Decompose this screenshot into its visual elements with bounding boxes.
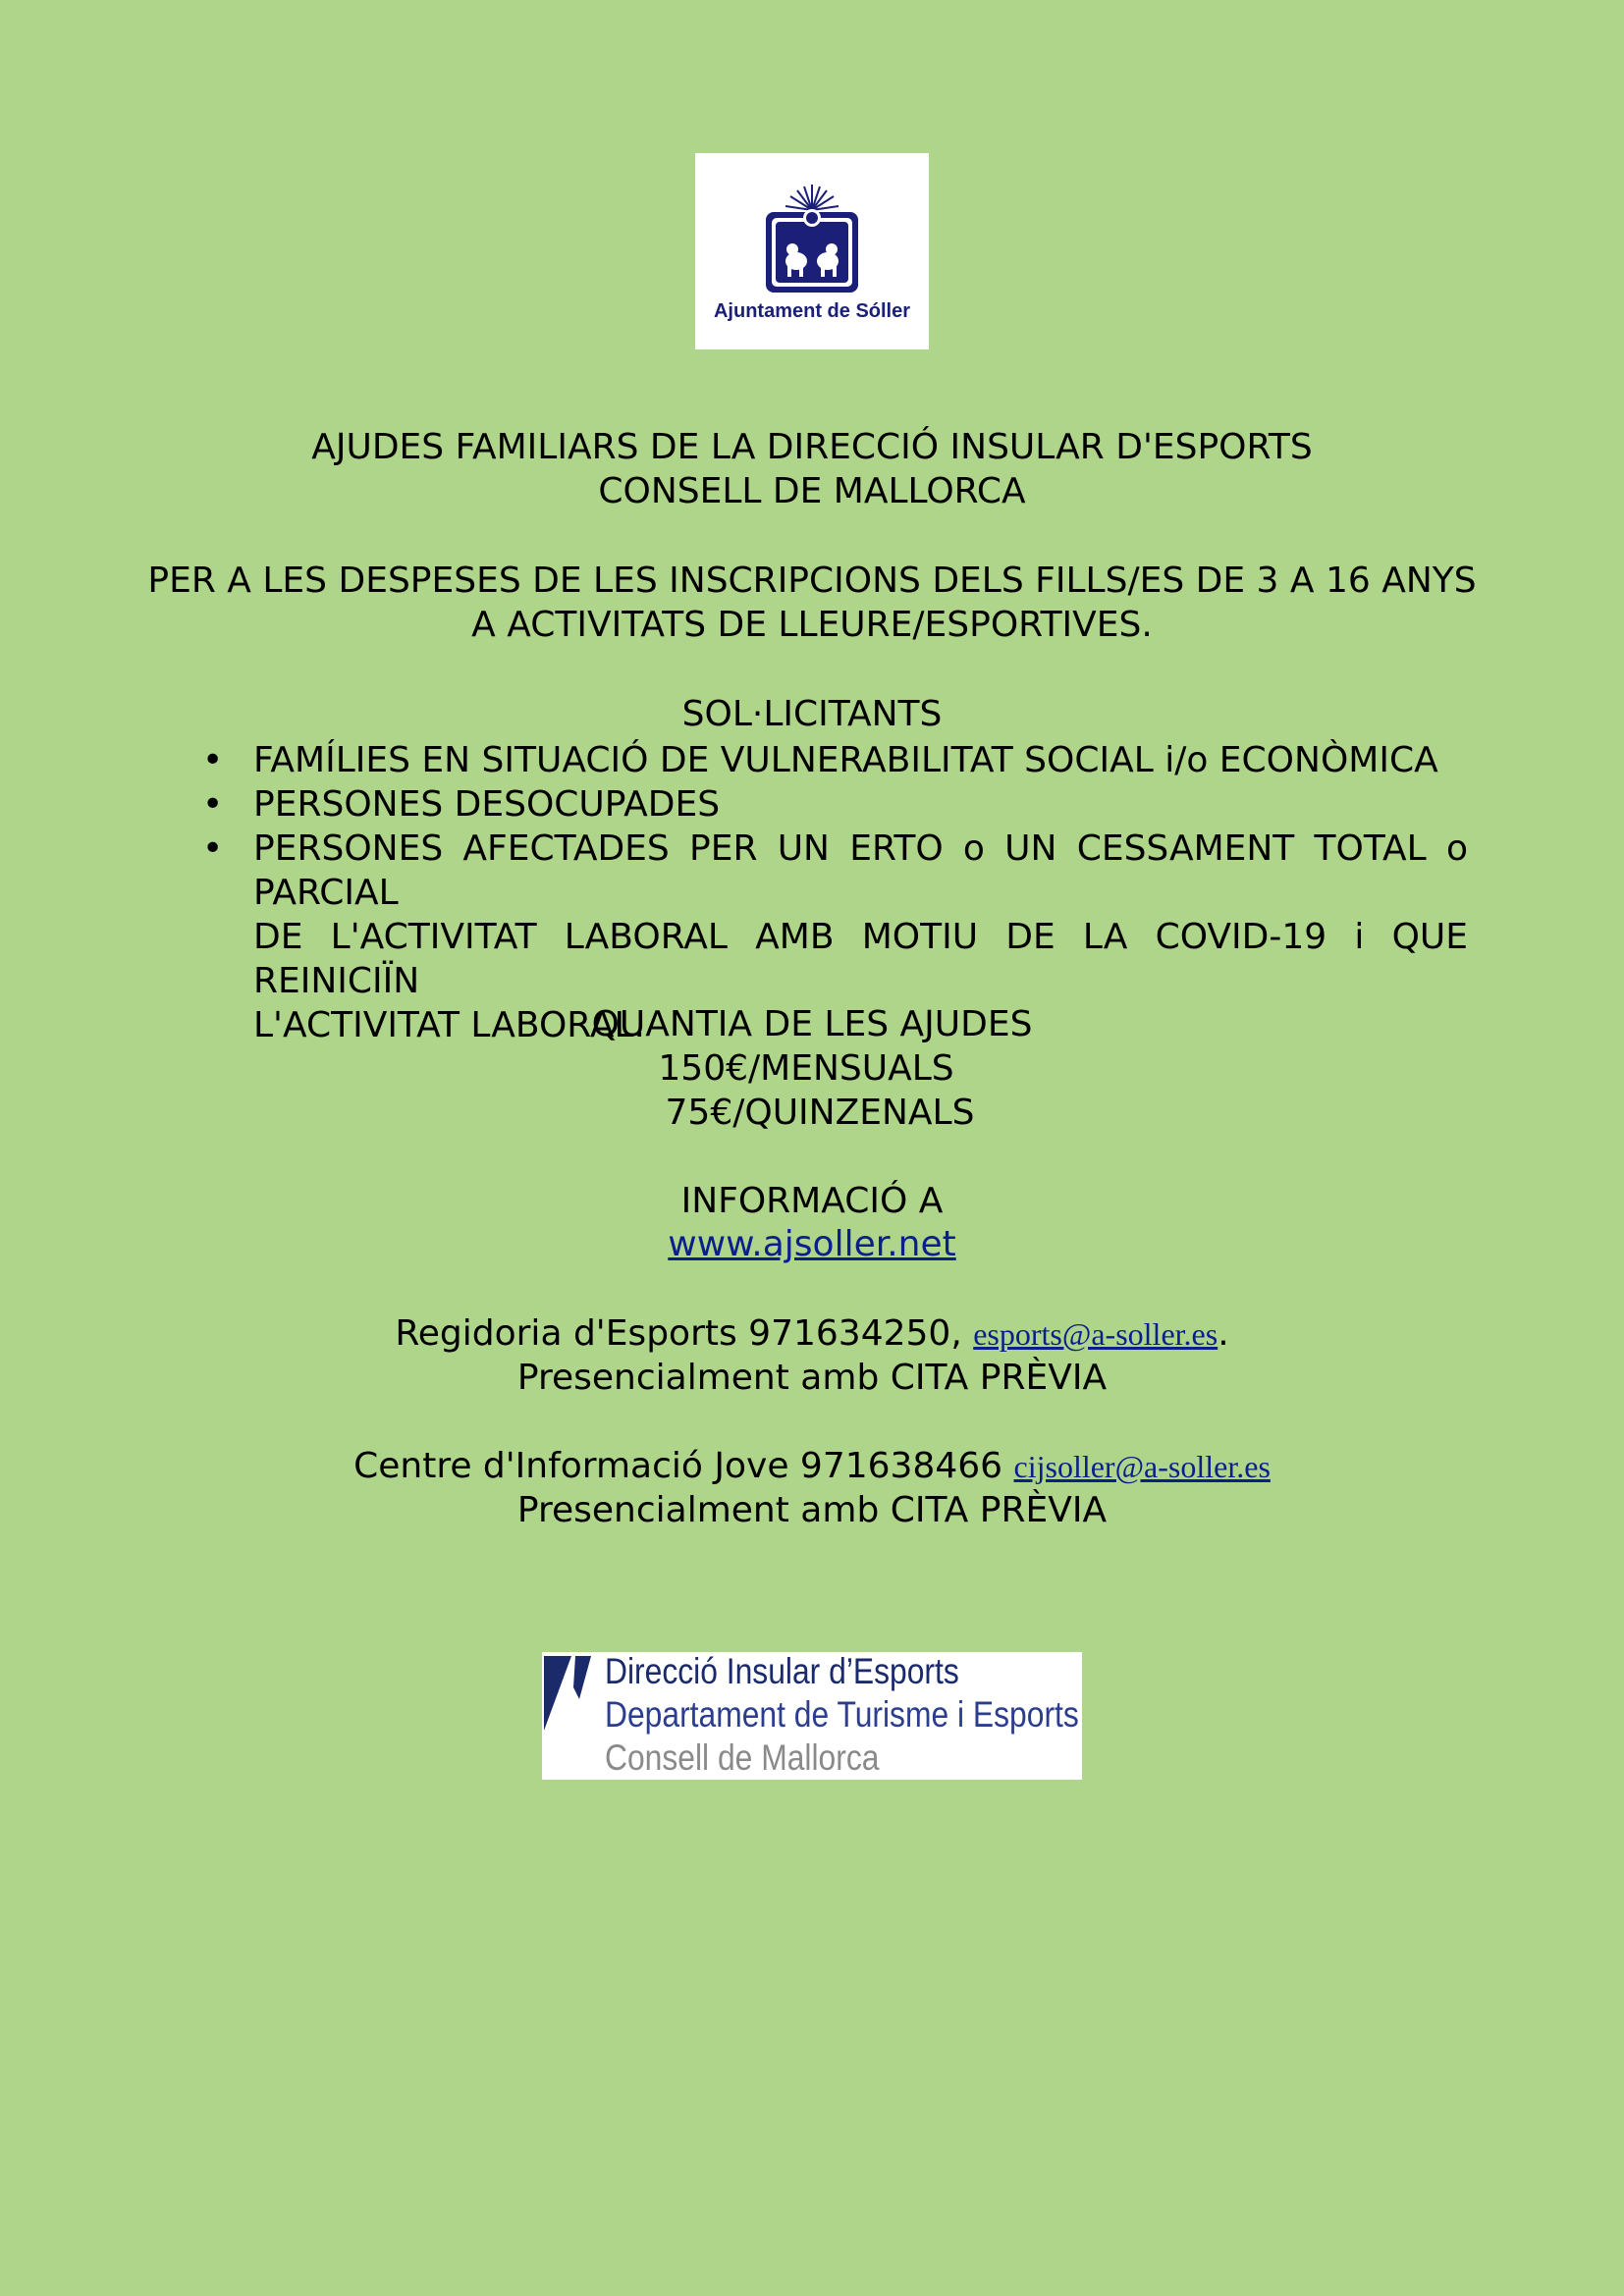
list-item-text-line-2: DE L'ACTIVITAT LABORAL AMB MOTIU DE LA COVID-19 i QUE REINICIÏN	[253, 917, 1468, 1001]
coat-of-arms-icon	[695, 153, 929, 300]
title-line-1: AJUDES FAMILIARS DE LA DIRECCIÓ INSULAR D'ESPORTS	[311, 427, 1313, 467]
title-line-2: CONSELL DE MALLORCA	[598, 471, 1026, 511]
amount-monthly: 150€/MENSUALS	[658, 1048, 954, 1089]
list-item-text: FAMÍLIES EN SITUACIÓ DE VULNERABILITAT SOCIAL i/o ECONÒMICA	[253, 740, 1438, 780]
youth-email-link[interactable]: cijsoller@a-soller.es	[1013, 1449, 1271, 1484]
sports-contact	[0, 1312, 1624, 1356]
list-item	[196, 782, 1468, 827]
ajuntament-logo-text: Ajuntament de Sóller	[713, 300, 911, 322]
youth-contact	[0, 1445, 1624, 1488]
list-item-text-line-3: L'ACTIVITAT LABORAL.	[253, 1005, 645, 1045]
logo-line-1: Direcció Insular d’Esports	[605, 1651, 959, 1691]
youth-contact-label: Centre d'Informació Jove 971638466	[353, 1446, 1003, 1486]
list-item-text: PERSONES DESOCUPADES	[253, 784, 721, 825]
sports-appointment-note: Presencialment amb CITA PRÈVIA	[516, 1358, 1108, 1398]
info-heading: INFORMACIÓ A	[680, 1181, 944, 1221]
logo-line-2: Departament de Turisme i Esports	[605, 1694, 1079, 1735]
list-item	[196, 738, 1468, 782]
website-link[interactable]: www.ajsoller.net	[668, 1224, 956, 1264]
applicants-heading: SOL·LICITANTS	[681, 694, 943, 734]
bullet-icon: •	[202, 784, 224, 825]
amount-heading: QUANTIA DE LES AJUDES	[591, 1004, 1033, 1044]
direccio-insular-esports-logo	[542, 1652, 1082, 1780]
sports-contact-label: Regidoria d'Esports 971634250,	[395, 1313, 962, 1354]
logo-line-3: Consell de Mallorca	[605, 1737, 880, 1778]
bullet-icon: •	[202, 828, 224, 869]
list-item-text-line-1: PERSONES AFECTADES PER UN ERTO o UN CESSAMENT TOTAL o PARCIAL	[253, 828, 1468, 913]
sports-contact-suffix: .	[1218, 1313, 1229, 1354]
ajuntament-soller-logo	[695, 153, 929, 349]
sports-email-link[interactable]: esports@a-soller.es	[973, 1316, 1218, 1352]
amount-biweekly: 75€/QUINZENALS	[665, 1093, 975, 1133]
purpose-line-1: PER A LES DESPESES DE LES INSCRIPCIONS DELS FILLS/ES DE 3 A 16 ANYS	[147, 561, 1477, 601]
youth-appointment-note: Presencialment amb CITA PRÈVIA	[516, 1490, 1108, 1530]
applicants-list	[196, 738, 1468, 1047]
consell-mallorca-mark-icon	[542, 1652, 601, 1780]
purpose-line-2: A ACTIVITATS DE LLEURE/ESPORTIVES.	[471, 605, 1153, 645]
bullet-icon: •	[202, 740, 224, 780]
